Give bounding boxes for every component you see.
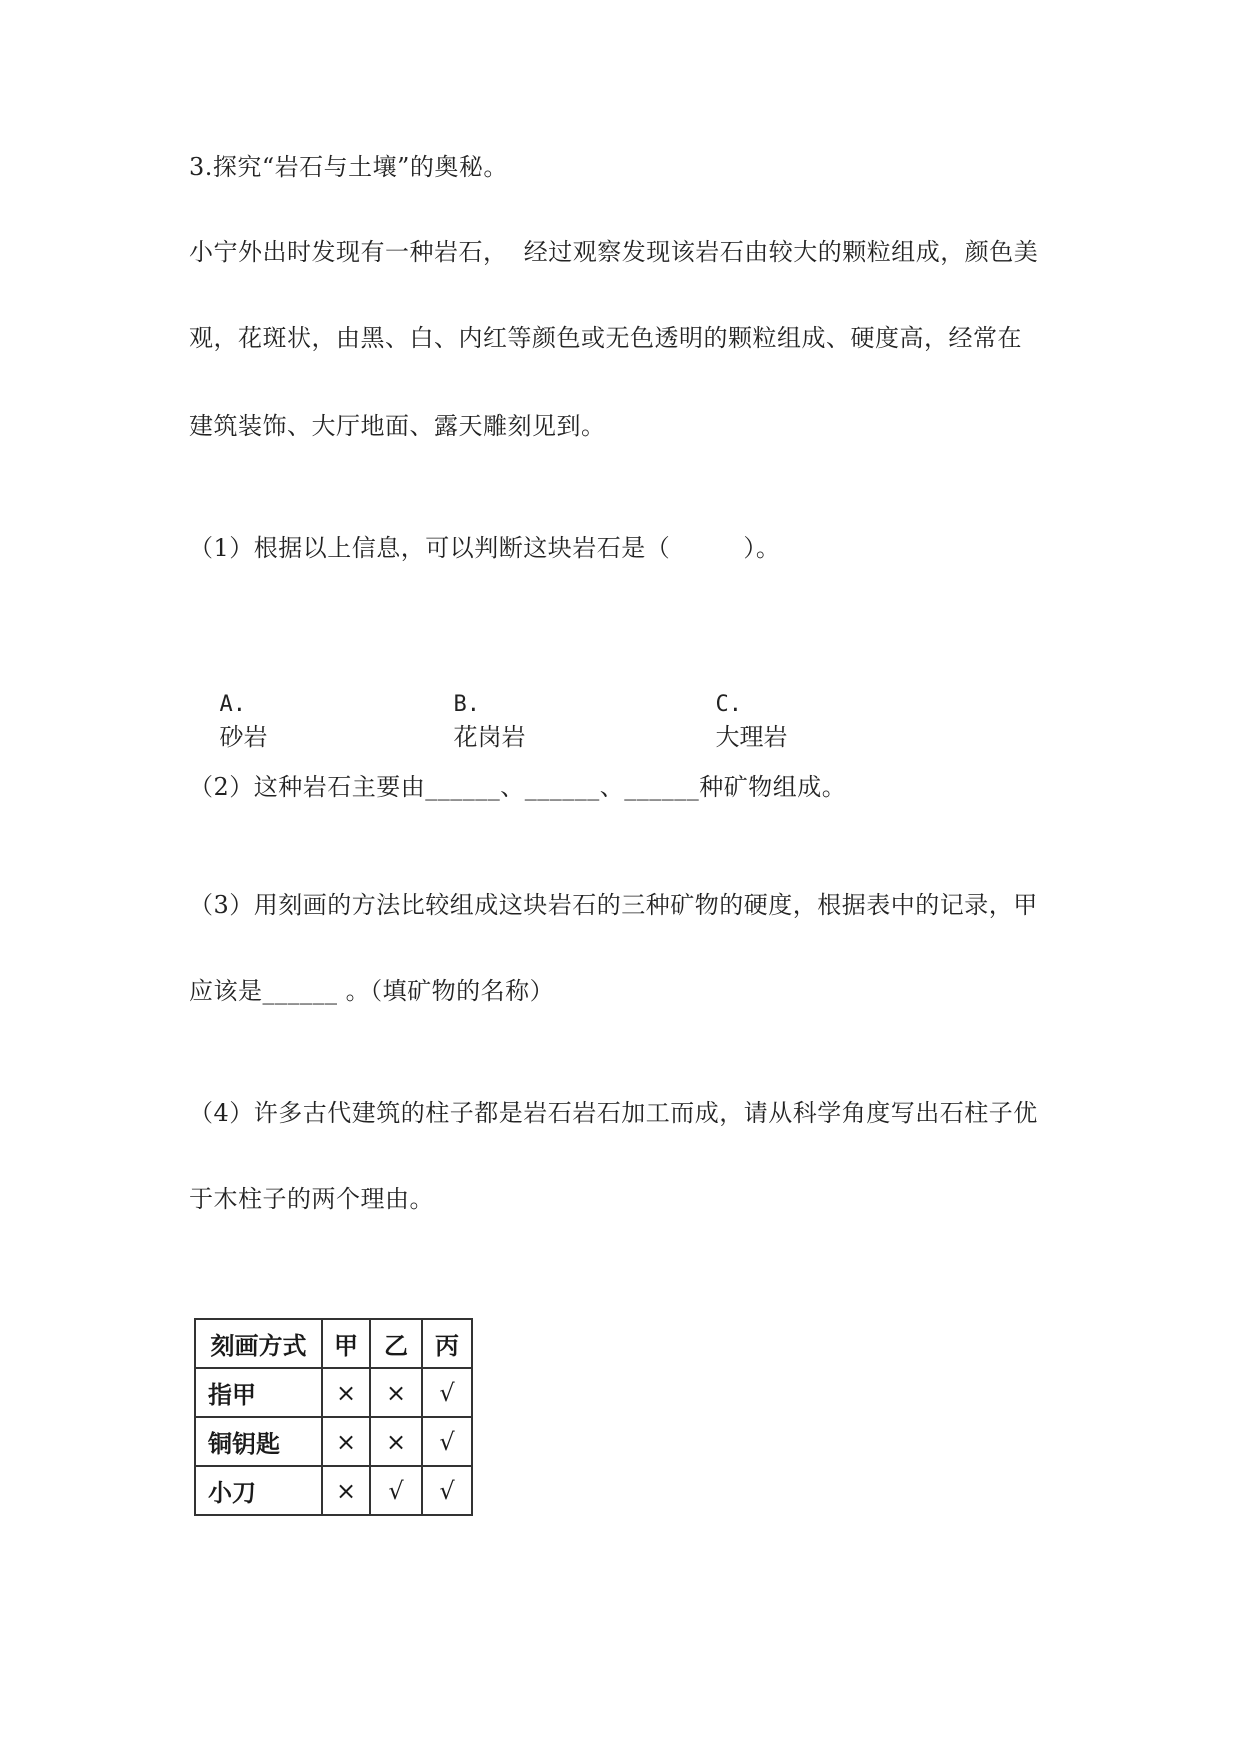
question-4-line-1: （4）许多古代建筑的柱子都是岩石岩石加工而成，请从科学角度写出石柱子优 xyxy=(189,1099,1038,1127)
mark-cell: × xyxy=(370,1368,422,1417)
table-row xyxy=(195,1466,472,1515)
choice-c-text: 大理岩 xyxy=(715,723,788,751)
table-header-method: 刻画方式 xyxy=(195,1319,322,1368)
row-method: 小刀 xyxy=(195,1466,322,1515)
question-4-line-2: 于木柱子的两个理由。 xyxy=(189,1185,434,1213)
mark-cell: × xyxy=(322,1417,370,1466)
mark-cell: √ xyxy=(422,1368,472,1417)
table-row xyxy=(195,1368,472,1417)
question-2: （2）这种岩石主要由______、______、______种矿物组成。 xyxy=(189,773,847,801)
choice-c-letter: C. xyxy=(715,692,743,717)
row-method: 指甲 xyxy=(195,1368,322,1417)
mark-cell: × xyxy=(370,1417,422,1466)
choice-b-letter: B. xyxy=(453,692,481,717)
table-header-yi: 乙 xyxy=(370,1319,422,1368)
mark-cell: √ xyxy=(422,1466,472,1515)
choice-a xyxy=(189,655,268,785)
mark-cell: × xyxy=(322,1466,370,1515)
intro-line-3: 建筑装饰、大厅地面、露天雕刻见到。 xyxy=(189,412,606,440)
question-3-line-2: 应该是______ 。（填矿物的名称） xyxy=(189,977,555,1005)
choices xyxy=(189,655,1089,751)
question-3-line-1: （3）用刻画的方法比较组成这块岩石的三种矿物的硬度，根据表中的记录，甲 xyxy=(189,891,1038,919)
row-method: 铜钥匙 xyxy=(195,1417,322,1466)
mark-cell: √ xyxy=(370,1466,422,1515)
question-1: （1）根据以上信息，可以判断这块岩石是（ ）。 xyxy=(189,534,781,562)
intro-line-2: 观，花斑状，由黑、白、内红等颜色或无色透明的颗粒组成、硬度高，经常在 xyxy=(189,324,1022,352)
choice-c xyxy=(685,655,788,785)
mark-cell: × xyxy=(322,1368,370,1417)
table-header-bing: 丙 xyxy=(422,1319,472,1368)
question-title: 3.探究“岩石与土壤”的奥秘。 xyxy=(189,153,508,181)
choice-b xyxy=(423,655,526,785)
choice-a-text: 砂岩 xyxy=(219,723,268,751)
mark-cell: √ xyxy=(422,1417,472,1466)
choice-a-letter: A. xyxy=(219,692,247,717)
table-row xyxy=(195,1417,472,1466)
table-header-jia: 甲 xyxy=(322,1319,370,1368)
table-header-row xyxy=(195,1319,472,1368)
choice-b-text: 花岗岩 xyxy=(453,723,526,751)
intro-line-1: 小宁外出时发现有一种岩石， 经过观察发现该岩石由较大的颗粒组成，颜色美 xyxy=(189,238,1039,266)
hardness-table xyxy=(194,1318,473,1516)
